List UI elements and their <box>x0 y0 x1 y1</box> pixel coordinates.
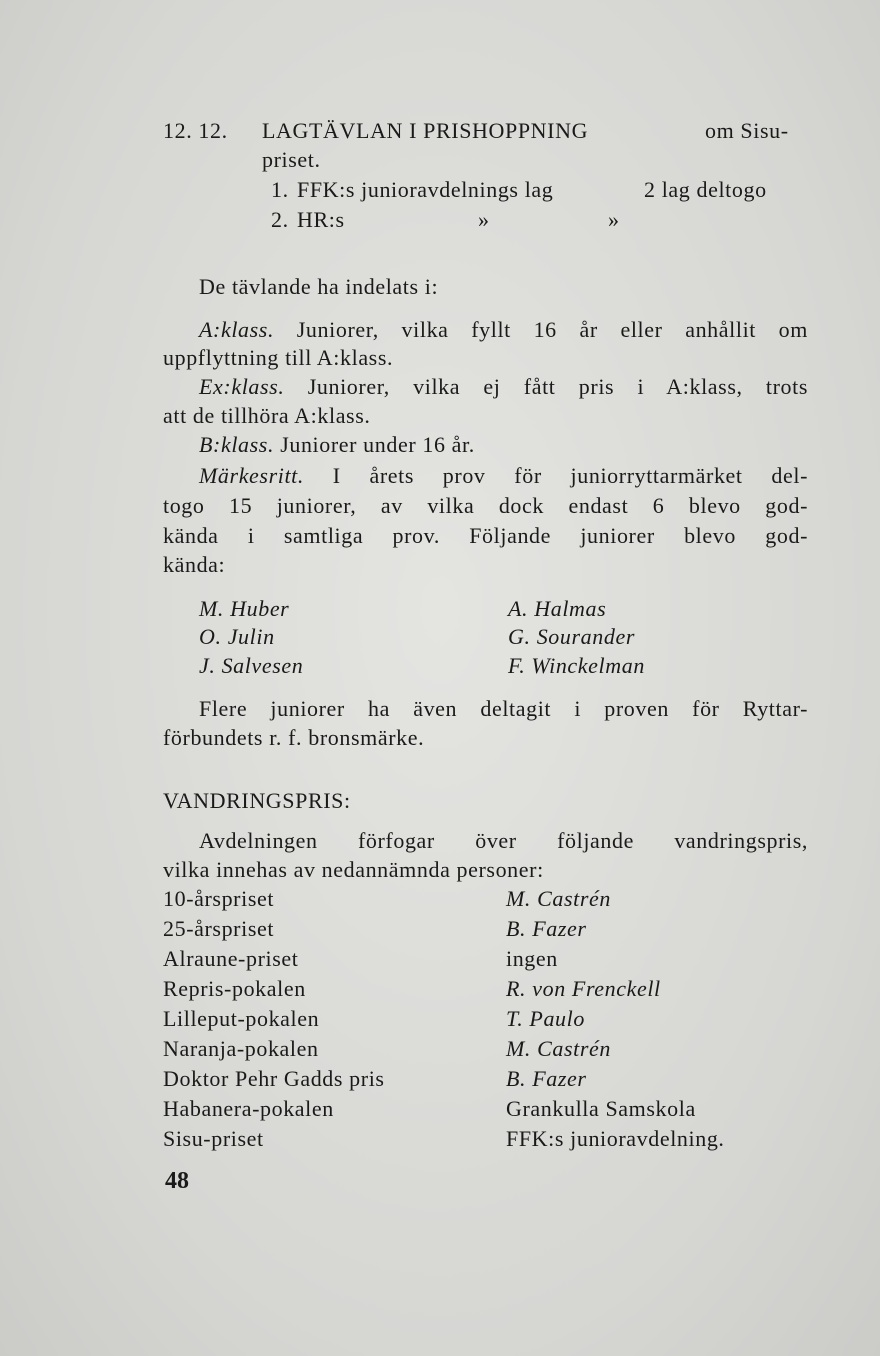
prize-holder: B. Fazer <box>506 1066 587 1091</box>
a-class-text2: uppflyttning till A:klass. <box>163 345 394 370</box>
prize-holder: M. Castrén <box>506 1036 611 1061</box>
team1-rank: 1. <box>271 177 289 202</box>
team2-ditto-2: » <box>608 207 620 232</box>
prize-holder: B. Fazer <box>506 916 587 941</box>
approved-right-1: A. Halmas <box>508 596 607 621</box>
ex-class-label: Ex:klass. <box>199 374 285 399</box>
vandring-intro1: Avdelningen förfogar över följande vandringspris, <box>199 828 808 853</box>
prize-name: Habanera-pokalen <box>163 1096 334 1121</box>
team1-note: 2 lag deltogo <box>644 177 767 202</box>
marke-text1: I årets prov för juniorryttarmärket del- <box>332 463 809 488</box>
more-line2: förbundets r. f. bronsmärke. <box>163 725 425 750</box>
more-line1: Flere juniorer ha även deltagit i proven för Ryttar- <box>199 696 808 721</box>
prize-name: 10-årspriset <box>163 886 275 911</box>
marke-text3: kända i samtliga prov. Följande juniorer blevo god- <box>163 523 808 548</box>
ex-class-line1 <box>199 372 808 402</box>
approved-right-2: G. Sourander <box>508 624 635 649</box>
team2-name: HR:s <box>297 207 345 232</box>
ex-class-text2: att de tillhöra A:klass. <box>163 403 371 428</box>
a-class-line1 <box>199 315 808 345</box>
heading-number: 12. 12. <box>163 118 228 143</box>
approved-left-3: J. Salvesen <box>199 653 304 678</box>
intro-text: De tävlande ha indelats i: <box>199 274 439 299</box>
marke-text2: togo 15 juniorer, av vilka dock endast 6 blevo god- <box>163 493 808 518</box>
marke-text4: kända: <box>163 552 226 577</box>
prize-name: Sisu-priset <box>163 1126 264 1151</box>
ex-class-text1: Juniorer, vilka ej fått pris i A:klass, trots <box>307 374 808 399</box>
team2-rank: 2. <box>271 207 289 232</box>
b-class-line <box>199 430 844 460</box>
b-class-text: Juniorer under 16 år. <box>280 432 475 457</box>
prize-holder: ingen <box>506 946 558 971</box>
prize-name: Alraune-priset <box>163 946 299 971</box>
a-class-label: A:klass. <box>199 317 275 342</box>
prize-name: 25-årspriset <box>163 916 275 941</box>
marke-line1 <box>199 461 808 491</box>
page-number: 48 <box>165 1168 189 1194</box>
prize-holder: M. Castrén <box>506 886 611 911</box>
approved-right-3: F. Winckelman <box>508 653 645 678</box>
vandring-title: VANDRINGSPRIS: <box>163 788 351 813</box>
a-class-text1: Juniorer, vilka fyllt 16 år eller anhållit om <box>296 317 808 342</box>
prize-name: Lilleput-pokalen <box>163 1006 320 1031</box>
prize-name: Naranja-pokalen <box>163 1036 319 1061</box>
heading-rest: om Sisu- <box>705 118 789 143</box>
prize-name: Repris-pokalen <box>163 976 306 1001</box>
heading-title: LAGTÄVLAN I PRISHOPPNING <box>262 118 589 143</box>
vandring-intro2: vilka innehas av nedannämnda personer: <box>163 857 544 882</box>
team2-ditto-1: » <box>478 207 490 232</box>
prize-holder: R. von Frenckell <box>506 976 661 1001</box>
approved-left-2: O. Julin <box>199 624 275 649</box>
team1-name: FFK:s junioravdelnings lag <box>297 177 554 202</box>
b-class-label: B:klass. <box>199 432 275 457</box>
prize-holder: FFK:s junioravdelning. <box>506 1126 725 1151</box>
prize-holder: T. Paulo <box>506 1006 585 1031</box>
prize-name: Doktor Pehr Gadds pris <box>163 1066 385 1091</box>
approved-left-1: M. Huber <box>199 596 290 621</box>
marke-label: Märkesritt. <box>199 463 304 488</box>
prize-holder: Grankulla Samskola <box>506 1096 696 1121</box>
heading-line2: priset. <box>262 147 321 172</box>
